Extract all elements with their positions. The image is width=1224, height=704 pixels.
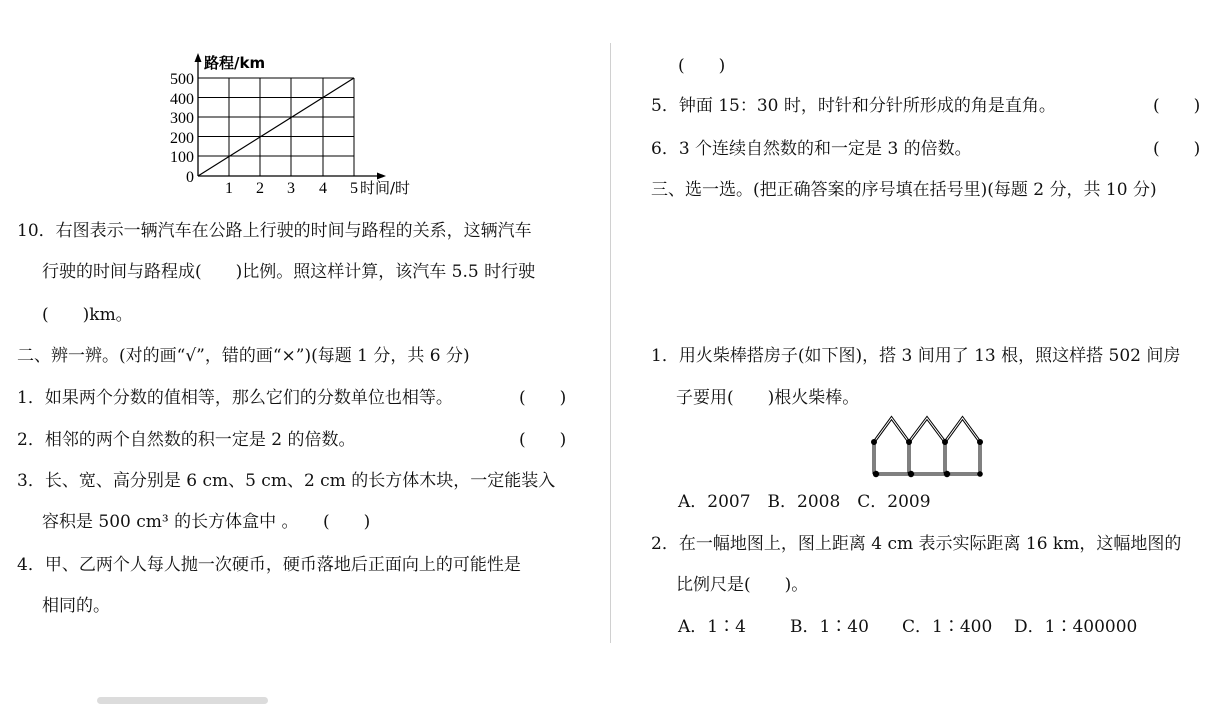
distance-time-chart [150, 45, 430, 200]
judge-item-1: 1．如果两个分数的值相等，那么它们的分数单位也相等。 [17, 388, 453, 408]
answer-blank-2[interactable]: ( ) [519, 430, 567, 450]
answer-blank-1[interactable]: ( ) [519, 388, 567, 408]
choice-2-option-d: D．1∶400000 [1014, 617, 1138, 637]
svg-text:200: 200 [170, 130, 194, 147]
choice-2-option-a: A．1∶4 [678, 617, 746, 637]
section3-title: 三、选一选。(把正确答案的序号填在括号里)(每题 2 分，共 10 分) [651, 180, 1157, 200]
judge-item-4: 4．甲、乙两个人每人抛一次硬币，硬币落地后正面向上的可能性是 [17, 555, 521, 575]
choice-item-1-line2: 子要用( )根火柴棒。 [676, 388, 860, 408]
choice-item-2-line1: 2．在一幅地图上，图上距离 4 cm 表示实际距离 16 km，这幅地图的 [651, 534, 1182, 554]
judge-item-4-cont: 相同的。 [42, 596, 110, 616]
judge-item-3-cont: 容积是 500 cm³ 的长方体盒中 。 [42, 512, 299, 532]
answer-blank-3[interactable]: ( ) [323, 512, 371, 532]
judge-item-2: 2．相邻的两个自然数的积一定是 2 的倍数。 [17, 430, 356, 450]
answer-blank-4[interactable]: ( ) [678, 56, 726, 76]
judge-item-3: 3．长、宽、高分别是 6 cm、5 cm、2 cm 的长方体木块，一定能装入 [17, 471, 556, 491]
svg-text:0: 0 [186, 169, 194, 186]
svg-text:5: 5 [350, 180, 358, 197]
q10-line2: 行驶的时间与路程成( )比例。照这样计算，该汽车 5.5 时行驶 [42, 262, 536, 282]
judge-item-6: 6．3 个连续自然数的和一定是 3 的倍数。 [651, 139, 972, 159]
y-tick-labels [170, 71, 194, 186]
svg-text:400: 400 [170, 91, 194, 108]
section2-title: 二、辨一辨。(对的画“√”，错的画“×”)(每题 1 分，共 6 分) [17, 346, 470, 366]
matchstick-houses-figure [866, 412, 988, 482]
choice-2-option-c: C．1∶400 [902, 617, 993, 637]
svg-text:300: 300 [170, 110, 194, 127]
svg-text:500: 500 [170, 71, 194, 88]
y-axis-label: 路程/km [204, 54, 266, 72]
choice-item-1-options: A．2007 B．2008 C．2009 [678, 492, 931, 512]
x-tick-labels [225, 180, 358, 197]
judge-item-5: 5．钟面 15：30 时，时针和分针所形成的角是直角。 [651, 96, 1056, 116]
choice-2-option-b: B．1∶40 [790, 617, 869, 637]
answer-blank-5[interactable]: ( ) [1153, 96, 1201, 116]
answer-blank-6[interactable]: ( ) [1153, 139, 1201, 159]
svg-text:100: 100 [170, 149, 194, 166]
q10-line3: ( )km。 [42, 305, 133, 325]
y-axis-arrow [195, 53, 202, 62]
svg-text:1: 1 [225, 180, 233, 197]
chart-data-line [198, 78, 354, 176]
svg-text:3: 3 [287, 180, 295, 197]
x-axis-label: 时间/时 [360, 179, 411, 197]
choice-item-1-line1: 1．用火柴棒搭房子(如下图)，搭 3 间用了 13 根，照这样搭 502 间房 [651, 346, 1181, 366]
svg-text:2: 2 [256, 180, 264, 197]
choice-item-2-line2: 比例尺是( )。 [676, 575, 809, 595]
svg-text:4: 4 [319, 180, 327, 197]
column-divider [610, 43, 611, 643]
q10-line1: 10．右图表示一辆汽车在公路上行驶的时间与路程的关系，这辆汽车 [17, 221, 532, 241]
